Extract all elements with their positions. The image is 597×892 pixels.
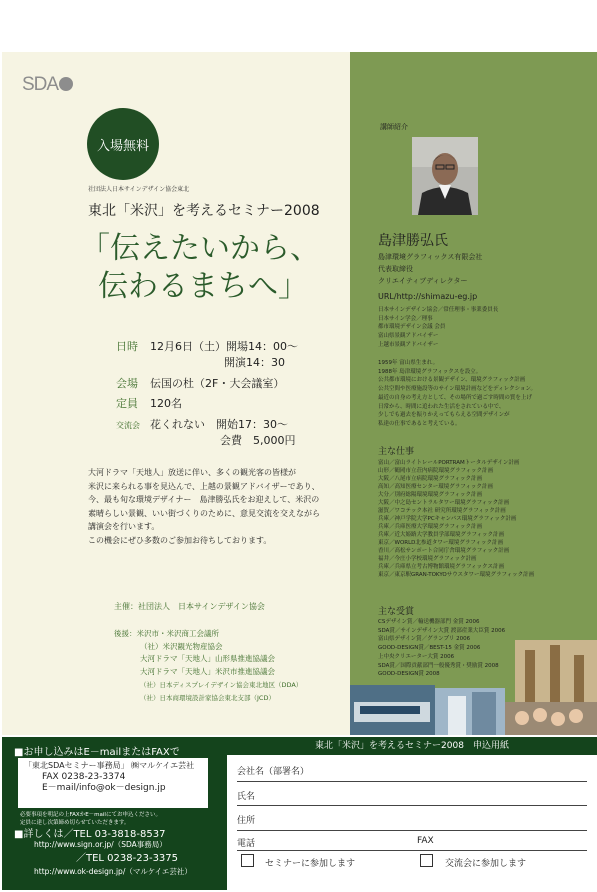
membership-item: 日本サインデザイン協会／常任理事・事業委員長 [378, 307, 499, 313]
award-item: 富山県デザイン賞／グランプリ 2006 [378, 636, 471, 643]
supporter-item: （社）米沢観光物産協会 [140, 641, 223, 651]
supporter-item: （社）日本ディスプレイデザイン協会東北地区（DDA） [140, 680, 303, 689]
event-date-value: 12月6日（土）開場14：00〜 [150, 340, 298, 353]
awards-heading: 主な受賞 [378, 607, 415, 617]
party-checkbox[interactable] [420, 854, 433, 867]
works-heading: 主な仕事 [378, 447, 415, 457]
event-capacity-label: 定員 [116, 397, 138, 410]
speaker-info-line: 代表取締役 [378, 265, 413, 273]
party-checkbox-label: 交流会に参加します [445, 859, 527, 869]
speaker-info-line: 島津環境グラフィックス有限会社 [378, 253, 483, 261]
intro-line: 素晴らしい景観、いい街づくりのために、意見交流を交えながら [88, 508, 320, 518]
headline-line-2: 伝わるまちへ」 [98, 269, 308, 304]
bio-line: 最近の自身の考え方として、その場所で過ごす時間の質を上げ [378, 394, 532, 401]
work-item: 兵庫／兵庫医療大学環境グラフィック計画 [378, 524, 483, 530]
intro-line: この機会にぜひ多数のご参加お待ちしております。 [88, 535, 272, 545]
phone-fax-field[interactable] [237, 850, 587, 851]
speaker-bio [378, 359, 536, 429]
supporters-list [114, 628, 302, 704]
work-item: 兵庫／神戸学院大学PCキャンパス環境グラフィック計画 [378, 516, 517, 522]
more-info-title: ■詳しくは／TEL 03-3818-8537 [14, 829, 166, 840]
event-start-value: 開演14：30 [224, 356, 285, 369]
contact-fax: FAX 0238-23-3374 [42, 771, 126, 782]
application-info [2, 737, 227, 890]
bio-line: 公共都市環境における景観デザイン、環境グラフィック計画 [378, 377, 526, 384]
organizer: 主催：社団法人 日本サインデザイン協会 [114, 602, 265, 611]
event-party-fee: 会費 5,000円 [220, 434, 296, 447]
address-field-label: 住所 [237, 816, 256, 826]
work-item: 福井／今庄小学校環境グラフィック計画 [378, 556, 477, 562]
badge-label: 入場無料 [96, 138, 149, 154]
speaker-info-line: クリエイティブディレクター [378, 277, 468, 285]
award-item: GOOD-DESIGN賞／BEST-15 金賞 2006 [378, 645, 481, 652]
award-item: CSデザイン賞／輸送機器部門 金賞 2006 [378, 619, 480, 625]
award-item: 上中央クリエーター大賞 2006 [378, 653, 455, 660]
seminar-checkbox[interactable] [241, 854, 254, 867]
award-item: GOOD-DESIGN賞 2008 [378, 671, 440, 678]
work-item: 大阪／中之島セントラルタワー環境グラフィック計画 [378, 500, 510, 506]
speaker-name: 島津勝弘氏 [378, 233, 448, 249]
work-item: 東京／WORLD北参道タワー環境グラフィック計画 [378, 540, 503, 546]
application-form [227, 737, 597, 890]
membership-item: 日本サイン学会／理事 [378, 315, 433, 322]
event-venue-label: 会場 [116, 377, 138, 390]
work-item: 富山／富山ライトレールPORTRAMトータルデザイン計画 [378, 460, 520, 466]
logo-text: SDA [22, 74, 59, 95]
award-item: SDA賞／サインデザイン大賞 渡部産業大臣賞 2006 [378, 627, 506, 634]
event-date-row [116, 338, 298, 354]
more-info-links [14, 838, 192, 879]
award-item: SDA賞／国際貢献部門一般優秀賞・奨励賞 2008 [378, 662, 499, 669]
application-note [20, 811, 161, 827]
project-photos [350, 640, 597, 735]
free-admission-badge [87, 108, 159, 180]
bio-line: 私達の仕事であると考えている。 [378, 420, 461, 427]
application-title: ■お申し込みはE－mailまたはFAXで [14, 747, 180, 758]
speaker-heading: 講師紹介 [380, 123, 408, 131]
speaker-title [378, 251, 482, 287]
membership-item: 富山県景観アドバイザー [378, 333, 439, 340]
sda-url-link[interactable]: http://www.sign.or.jp/（SDA事務局） [34, 840, 167, 849]
intro-line: 講演会を行います。 [88, 522, 160, 531]
address-field[interactable] [237, 830, 587, 831]
membership-item: 上越市景観アドバイザー [378, 341, 439, 348]
speaker-photo [412, 137, 478, 215]
form-header: 東北「米沢」を考えるセミナー2008 申込用紙 [227, 737, 597, 755]
event-party-row [116, 416, 288, 432]
note-line: 定員に達し次第締め切らせていただきます。 [20, 820, 130, 826]
event-venue-value: 伝国の杜（2F・大会議室） [150, 377, 285, 390]
company-field-label: 会社名（部署名） [237, 767, 310, 777]
organization-label: 社団法人日本サインデザイン協会東北 [88, 186, 190, 193]
supporter-item: 大河ドラマ「天地人」山形県推進協議会 [140, 654, 275, 664]
fax-field-label: FAX [417, 836, 434, 846]
bio-line: 日常から、時間に追われた生活をされている中で、 [378, 403, 505, 410]
seminar-title: 東北「米沢」を考えるセミナー2008 [88, 203, 320, 219]
note-line: 必要事項を明記の上FAXかE－mailにてお申込ください。 [20, 812, 161, 818]
speaker-url-link[interactable]: URL/http://shimazu-eg.jp [378, 292, 478, 301]
speaker-memberships [378, 306, 498, 350]
event-date-label: 日時 [116, 340, 138, 353]
work-item: 山形／鶴岡市立荘内病院環境グラフィック計画 [378, 468, 494, 474]
event-party-value: 花くれない 開始17：30〜 [150, 418, 288, 431]
supporter-item: 大河ドラマ「天地人」米沢市推進協議会 [140, 667, 275, 677]
logo-dot-icon [59, 77, 73, 91]
bio-line: 少しでも過去を振りかえってもらえる空間デザインが [378, 412, 510, 419]
contact-email-link[interactable]: E－mail/info@ok－design.jp [42, 783, 166, 793]
supporter-item: 後援：米沢市・米沢商工会議所 [114, 629, 219, 638]
headline-line-1: 「伝えたいから、 [80, 231, 320, 266]
contact-box [18, 758, 208, 808]
intro-line: 今、最も旬な環境デザイナー 島津勝弘氏をお迎えして、米沢の [88, 495, 320, 504]
company-field[interactable] [237, 781, 587, 782]
work-item: 滋賀／ワコテック本社 研究所環境グラフィック計画 [378, 508, 506, 514]
event-venue-row [116, 375, 284, 391]
supporter-item: （社）日本商環境設計家協会東北支部（JCD） [140, 693, 275, 702]
intro-line: 米沢に来られる事を見込んで、上越の景観アドバイザーであり、 [88, 481, 320, 491]
work-item: 大阪／八尾市立病院環境グラフィック計画 [378, 476, 483, 482]
membership-item: 都市環境デザイン会議 会員 [378, 324, 446, 331]
bio-line: 1959年 富山県生まれ。 [378, 360, 439, 366]
work-item: 兵庫／近大姫路大学教員学部環境グラフィック計画 [378, 532, 505, 538]
work-item: 香川／高松サンポート合同庁舎環境グラフィック計画 [378, 548, 510, 554]
sda-logo [22, 74, 73, 96]
work-item: 高知／高知医療センター環境グラフィック計画 [378, 484, 493, 490]
name-field-label: 氏名 [237, 792, 256, 802]
contact-box-text [24, 760, 194, 795]
works-list [378, 459, 534, 579]
event-capacity-value: 120名 [150, 397, 182, 410]
bio-line: 1988年 島津環境グラフィックスを設立。 [378, 368, 482, 375]
okdesign-url-link[interactable]: http://www.ok-design.jp/（マルケイエ芸社） [34, 867, 192, 876]
event-capacity-row [116, 395, 182, 411]
bio-line: 公共空間や医療施設等のサイン環境計画などをディレクション。 [378, 386, 537, 393]
contact-office: 「東北SDAセミナー事務局」 ㈱マルケイエ芸社 [24, 761, 195, 770]
intro-line: 大河ドラマ「天地人」放送に伴い、多くの観光客の皆様が [88, 468, 296, 477]
office-phone: ／TEL 0238-23-3375 [76, 852, 179, 864]
work-item: 大分／別府総陽環境環境グラフィック計画 [378, 492, 483, 498]
work-item: 東京／東京駅GRAN-TOKYOサウスタワー環境グラフィック計画 [378, 572, 535, 578]
intro-text [88, 466, 336, 547]
name-field[interactable] [237, 805, 587, 806]
seminar-checkbox-label: セミナーに参加します [265, 859, 356, 869]
phone-field-label: 電話 [237, 839, 256, 849]
work-item: 兵庫／兵庫県立考古博物館環境グラフィックス計画 [378, 564, 505, 570]
event-party-label: 交流会 [116, 421, 140, 430]
headline [80, 230, 320, 306]
